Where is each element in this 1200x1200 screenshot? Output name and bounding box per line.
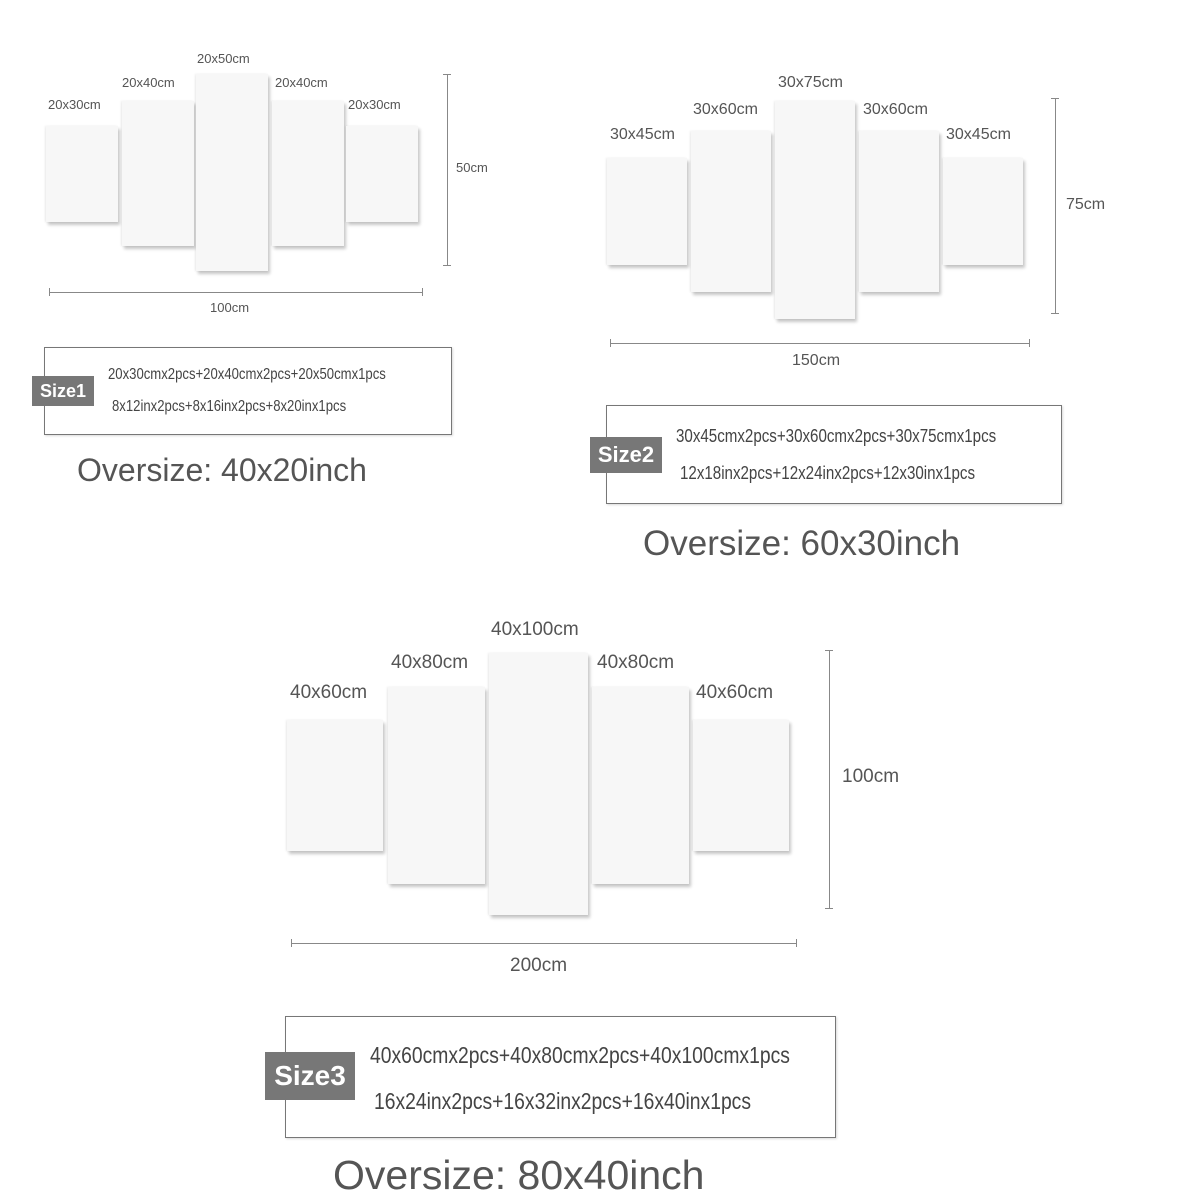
size1-height-label: 50cm [456, 160, 488, 175]
size1-oversize: Oversize: 40x20inch [77, 452, 367, 488]
size3-panel-2-label: 40x80cm [391, 652, 469, 673]
size3-panel-5-label: 40x60cm [696, 682, 774, 703]
size3-spec-in: 16x24inx2pcs+16x32inx2pcs+16x40inx1pcs [374, 1088, 752, 1114]
size3-width-line [291, 943, 797, 944]
size3-oversize: Oversize: 80x40inch [333, 1152, 705, 1198]
size2-panel-1 [607, 158, 687, 265]
size3-panel-3-label: 40x100cm [491, 619, 579, 640]
size1-panel-5 [346, 126, 418, 222]
size2-oversize: Oversize: 60x30inch [643, 524, 961, 563]
size2-panel-5-label: 30x45cm [946, 126, 1011, 143]
size3-tag: Size3 [265, 1052, 355, 1100]
size2-panel-3 [775, 101, 855, 319]
size2-height-line [1055, 98, 1056, 314]
size2-panel-3-label: 30x75cm [778, 74, 843, 91]
size3-panel-4-label: 40x80cm [597, 652, 675, 673]
size1-panel-1-label: 20x30cm [48, 97, 101, 112]
size1-spec-box [44, 347, 452, 435]
size2-panel-2-label: 30x60cm [693, 101, 758, 118]
size2-width-line [610, 343, 1030, 344]
size1-spec-cm: 20x30cmx2pcs+20x40cmx2pcs+20x50cmx1pcs [108, 366, 386, 383]
size2-panel-1-label: 30x45cm [610, 126, 675, 143]
size1-width-label: 100cm [210, 300, 250, 315]
size1-spec-in: 8x12inx2pcs+8x16inx2pcs+8x20inx1pcs [112, 398, 347, 415]
size3-panel-3 [489, 653, 588, 915]
size1-panel-3-label: 20x50cm [197, 51, 250, 66]
size1-width-line [49, 292, 423, 293]
size1-panel-2 [122, 101, 194, 246]
size1-panel-4-label: 20x40cm [275, 75, 328, 90]
size2-width-label: 150cm [792, 352, 841, 369]
size1-panel-5-label: 20x30cm [348, 97, 401, 112]
size3-spec-cm: 40x60cmx2pcs+40x80cmx2pcs+40x100cmx1pcs [370, 1042, 790, 1068]
size2-tag: Size2 [590, 437, 662, 473]
size1-panel-4 [272, 101, 344, 246]
size1-panel-3 [196, 74, 268, 271]
size3-panel-4 [592, 687, 689, 884]
size2-spec-cm: 30x45cmx2pcs+30x60cmx2pcs+30x75cmx1pcs [676, 426, 997, 446]
size1-tag: Size1 [32, 376, 94, 406]
size3-height-label: 100cm [842, 766, 900, 787]
size2-height-label: 75cm [1066, 196, 1106, 213]
size1-panel-1 [46, 126, 118, 222]
size1-height-line [447, 74, 448, 266]
size3-panel-2 [388, 687, 485, 884]
size2-panel-2 [691, 131, 771, 292]
size2-panel-4-label: 30x60cm [863, 101, 928, 118]
size3-height-line [829, 650, 830, 909]
size3-spec-box [285, 1016, 836, 1138]
size1-panel-2-label: 20x40cm [122, 75, 175, 90]
size3-width-label: 200cm [510, 955, 568, 976]
size2-panel-5 [943, 158, 1023, 265]
size3-panel-1-label: 40x60cm [290, 682, 368, 703]
size2-panel-4 [859, 131, 939, 292]
size2-spec-box [606, 405, 1062, 504]
size3-panel-5 [693, 720, 789, 851]
size3-panel-1 [287, 720, 383, 851]
size2-spec-in: 12x18inx2pcs+12x24inx2pcs+12x30inx1pcs [680, 463, 976, 483]
